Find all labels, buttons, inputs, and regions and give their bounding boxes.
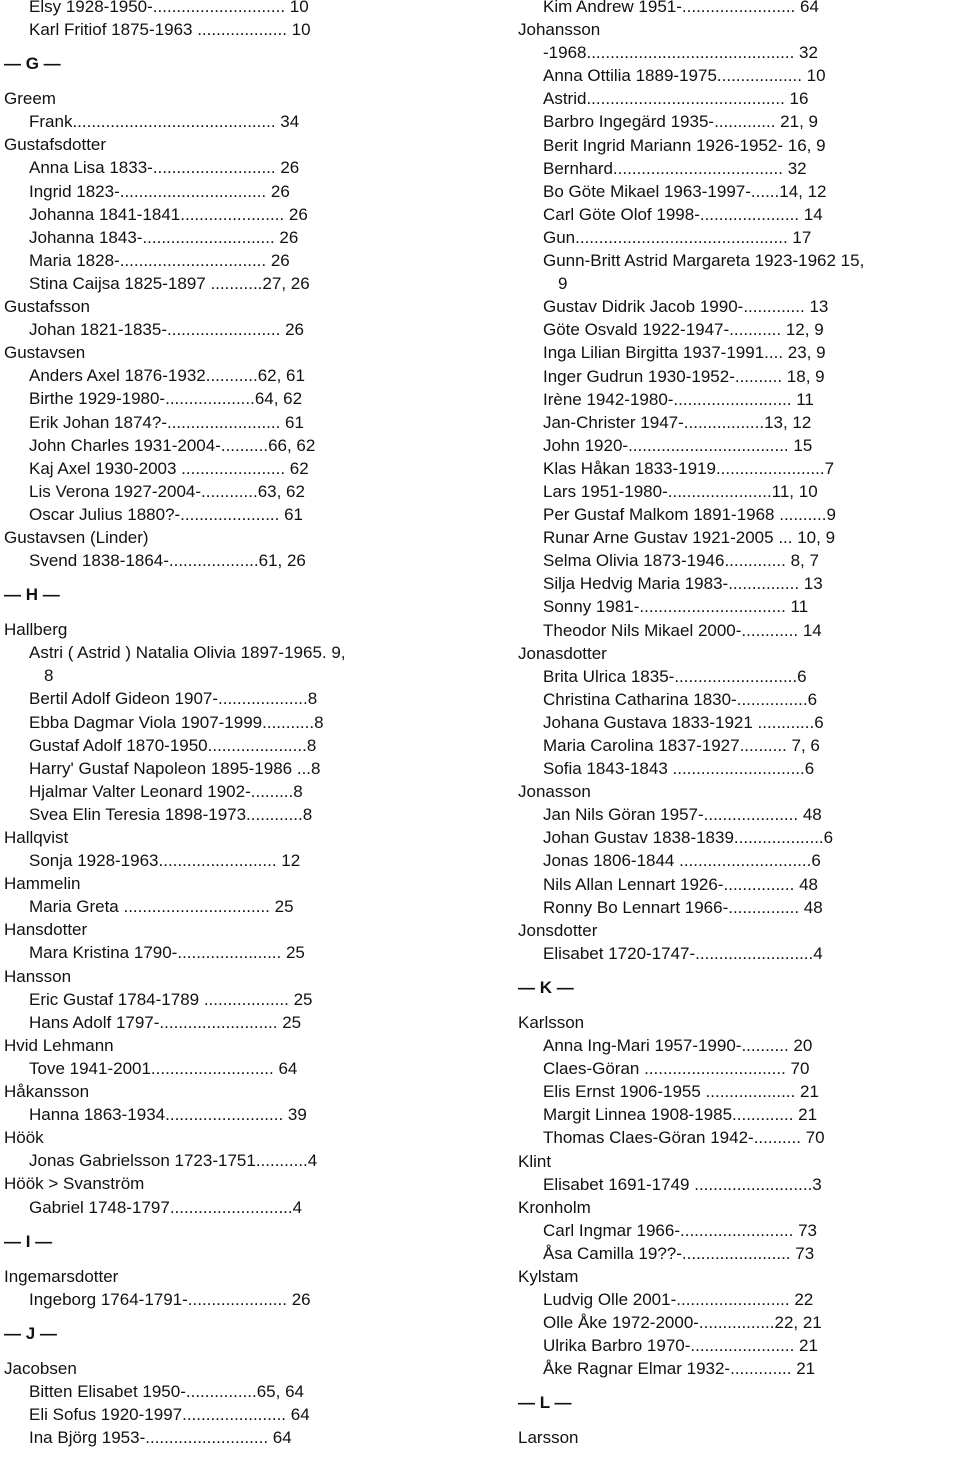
surname-heading: Hammelin xyxy=(4,874,81,894)
index-entry: Ronny Bo Lennart 1966-............... 48 xyxy=(543,897,823,917)
index-entry: Jan Nils Göran 1957-.................... 48 xyxy=(543,805,822,825)
index-entry: Christina Catharina 1830-...............6 xyxy=(543,689,818,709)
index-entry: Sofia 1843-1843 ............................6 xyxy=(543,759,815,779)
index-entry: Jan-Christer 1947-.................13, 12 xyxy=(543,412,812,432)
surname-heading: Jacobsen xyxy=(4,1358,77,1378)
index-entry: Olle Åke 1972-2000-................22, 21 xyxy=(543,1313,822,1333)
index-column-left xyxy=(4,0,404,1449)
index-entry: Carl Ingmar 1966-........................ 73 xyxy=(543,1220,817,1240)
index-entry: Astri ( Astrid ) Natalia Olivia 1897-1965. 9, xyxy=(29,643,346,663)
letter-heading: — I — xyxy=(4,1231,53,1251)
index-entry: Ulrika Barbro 1970-...................... 21 xyxy=(543,1336,818,1356)
surname-heading: Håkansson xyxy=(4,1082,90,1102)
index-entry: Anna Ottilia 1889-1975.................. 10 xyxy=(543,66,826,86)
index-entry: Bertil Adolf Gideon 1907-...................8 xyxy=(29,689,318,709)
surname-heading: Jonasson xyxy=(518,782,591,802)
index-entry: John Charles 1931-2004-..........66, 62 xyxy=(29,435,316,455)
index-entry: Klas Håkan 1833-1919.......................7 xyxy=(543,458,835,478)
index-entry: Tove 1941-2001.......................... 64 xyxy=(29,1058,298,1078)
index-entry: Gustav Didrik Jacob 1990-............. 13 xyxy=(543,297,829,317)
surname-heading: Larsson xyxy=(518,1428,579,1448)
index-entry: Oscar Julius 1880?-..................... 61 xyxy=(29,504,304,524)
index-entry: Eli Sofus 1920-1997...................... 64 xyxy=(29,1404,310,1424)
surname-heading: Hansson xyxy=(4,966,72,986)
index-entry: Jonas Gabrielsson 1723-1751...........4 xyxy=(29,1151,318,1171)
index-entry: Åke Ragnar Elmar 1932-............. 21 xyxy=(543,1359,816,1379)
surname-heading: Gustafsson xyxy=(4,297,90,317)
index-entry: Claes-Göran .............................. 70 xyxy=(543,1059,810,1079)
index-entry: Lars 1951-1980-......................11, 10 xyxy=(543,481,818,501)
index-entry: Bo Göte Mikael 1963-1997-......14, 12 xyxy=(543,181,827,201)
letter-heading: — H — xyxy=(4,585,60,605)
index-entry: Brita Ulrica 1835-..........................6 xyxy=(543,666,807,686)
index-entry: Silja Hedvig Maria 1983-............... 13 xyxy=(543,574,823,594)
surname-heading: Gustafsdotter xyxy=(4,135,107,155)
surname-heading: Gustavsen xyxy=(4,343,86,363)
index-entry: Gabriel 1748-1797..........................4 xyxy=(29,1197,303,1217)
index-entry: Carl Göte Olof 1998-..................... 14 xyxy=(543,204,823,224)
index-entry: Anna Ing-Mari 1957-1990-.......... 20 xyxy=(543,1036,813,1056)
surname-heading: Hallqvist xyxy=(4,828,69,847)
index-entry: Eric Gustaf 1784-1789 .................. 25 xyxy=(29,989,313,1009)
index-entry: Åsa Camilla 19??-....................... 73 xyxy=(543,1243,815,1263)
surname-heading: Ingemarsdotter xyxy=(4,1266,119,1286)
letter-heading: — L — xyxy=(518,1393,572,1413)
surname-heading: Jonasdotter xyxy=(518,643,607,663)
index-entry: Thomas Claes-Göran 1942-.......... 70 xyxy=(543,1128,825,1148)
surname-heading: Johansson xyxy=(518,20,601,40)
index-entry: Kaj Axel 1930-2003 ...................... 62 xyxy=(29,458,309,478)
index-entry: Kim Andrew 1951-........................ 64 xyxy=(543,0,819,16)
index-entry: Göte Osvald 1922-1947-........... 12, 9 xyxy=(543,320,824,340)
index-entry: Johan 1821-1835-........................ 26 xyxy=(29,320,304,340)
index-entry: Runar Arne Gustav 1921-2005 ... 10, 9 xyxy=(543,528,836,548)
surname-heading: Hansdotter xyxy=(4,920,88,940)
index-entry: Svend 1838-1864-...................61, 26 xyxy=(29,551,306,571)
surname-heading: Jonsdotter xyxy=(518,920,598,940)
surname-heading: Klint xyxy=(518,1151,552,1171)
letter-heading: — G — xyxy=(4,54,61,74)
entry-continuation: 9 xyxy=(558,274,568,294)
index-entry: Johan Gustav 1838-1839...................6 xyxy=(543,828,834,848)
index-entry: -1968............................................ 32 xyxy=(543,43,818,63)
index-entry: Ingrid 1823-............................... 26 xyxy=(29,181,290,201)
index-entry: Ina Björg 1953-.......................... 64 xyxy=(29,1428,292,1448)
index-entry: John 1920-.................................. 15 xyxy=(543,435,813,455)
index-entry: Anders Axel 1876-1932...........62, 61 xyxy=(29,366,305,386)
index-entry: Gun............................................. 17 xyxy=(543,227,812,247)
index-entry: Bernhard.................................... 32 xyxy=(543,158,807,178)
index-entry: Birthe 1929-1980-...................64, 62 xyxy=(29,389,303,409)
index-entry: Frank........................................... 34 xyxy=(29,112,300,132)
index-entry: Margit Linnea 1908-1985............. 21 xyxy=(543,1105,818,1125)
index-entry: Jonas 1806-1844 ............................6 xyxy=(543,851,821,871)
index-entry: Hanna 1863-1934......................... 39 xyxy=(29,1105,307,1125)
index-entry: Sonny 1981-............................... 11 xyxy=(543,597,809,617)
index-entry: Maria Carolina 1837-1927.......... 7, 6 xyxy=(543,736,820,755)
index-entry: Maria 1828-............................... 26 xyxy=(29,250,290,270)
surname-heading: Hvid Lehmann xyxy=(4,1035,114,1055)
index-entry: Elsy 1928-1950-............................ 10 xyxy=(29,0,309,16)
index-entry: Mara Kristina 1790-...................... 25 xyxy=(29,943,305,963)
index-entry: Ludvig Olle 2001-........................ 22 xyxy=(543,1290,814,1310)
index-entry: Gustaf Adolf 1870-1950.....................8 xyxy=(29,735,317,755)
index-entry: Irène 1942-1980-......................... 11 xyxy=(543,389,814,409)
index-entry: Johanna 1843-............................ 26 xyxy=(29,227,299,247)
index-entry: Erik Johan 1874?-........................ 61 xyxy=(29,412,304,432)
index-entry: Harry' Gustaf Napoleon 1895-1986 ...8 xyxy=(29,758,321,778)
entry-continuation: 8 xyxy=(44,666,54,686)
index-entry: Ingeborg 1764-1791-..................... 26 xyxy=(29,1289,311,1309)
index-entry: Inger Gudrun 1930-1952-.......... 18, 9 xyxy=(543,366,825,386)
index-entry: Bitten Elisabet 1950-...............65, 64 xyxy=(29,1381,304,1401)
index-entry: Barbro Ingegärd 1935-............. 21, 9 xyxy=(543,112,818,132)
surname-heading: Kronholm xyxy=(518,1197,591,1217)
index-entry: Sonja 1928-1963......................... 12 xyxy=(29,851,301,871)
surname-heading: Höök xyxy=(4,1128,44,1148)
index-entry: Karl Fritiof 1875-1963 ................... 10 xyxy=(29,20,311,40)
index-entry: Gunn-Britt Astrid Margareta 1923-1962 15, xyxy=(543,251,865,271)
index-entry: Hans Adolf 1797-......................... 25 xyxy=(29,1012,302,1032)
letter-heading: — K — xyxy=(518,977,574,997)
index-entry: Ebba Dagmar Viola 1907-1999...........8 xyxy=(29,712,324,732)
index-entry: Elisabet 1691-1749 .........................3 xyxy=(543,1174,822,1194)
surname-heading: Greem xyxy=(4,89,56,109)
index-entry: Stina Caijsa 1825-1897 ...........27, 26 xyxy=(29,273,310,293)
surname-heading: Gustavsen (Linder) xyxy=(4,527,149,547)
index-entry: Berit Ingrid Mariann 1926-1952- 16, 9 xyxy=(543,135,826,155)
index-entry: Svea Elin Teresia 1898-1973............8 xyxy=(29,804,313,824)
index-entry: Hjalmar Valter Leonard 1902-.........8 xyxy=(29,781,303,801)
index-entry: Per Gustaf Malkom 1891-1968 ..........9 xyxy=(543,505,836,525)
index-entry: Johana Gustava 1833-1921 ............6 xyxy=(543,712,824,732)
index-entry: Johanna 1841-1841...................... 26 xyxy=(29,204,308,224)
index-entry: Selma Olivia 1873-1946............. 8, 7 xyxy=(543,551,819,571)
index-entry: Astrid.......................................... 16 xyxy=(543,89,809,109)
letter-heading: — J — xyxy=(4,1323,57,1343)
index-entry: Theodor Nils Mikael 2000-............ 14 xyxy=(543,620,822,640)
index-entry: Elisabet 1720-1747-.........................4 xyxy=(543,943,823,963)
index-entry: Inga Lilian Birgitta 1937-1991.... 23, 9 xyxy=(543,343,826,363)
index-entry: Lis Verona 1927-2004-............63, 62 xyxy=(29,481,305,501)
surname-heading: Kylstam xyxy=(518,1266,579,1286)
index-entry: Anna Lisa 1833-.......................... 26 xyxy=(29,158,300,178)
index-entry: Maria Greta ............................... 25 xyxy=(29,897,294,917)
index-column-right xyxy=(518,0,958,1450)
surname-heading: Karlsson xyxy=(518,1012,585,1032)
index-entry: Nils Allan Lennart 1926-............... 48 xyxy=(543,874,818,894)
surname-heading: Hallberg xyxy=(4,620,68,640)
surname-heading: Höök > Svanström xyxy=(4,1174,145,1194)
index-entry: Elis Ernst 1906-1955 ................... 21 xyxy=(543,1082,819,1102)
